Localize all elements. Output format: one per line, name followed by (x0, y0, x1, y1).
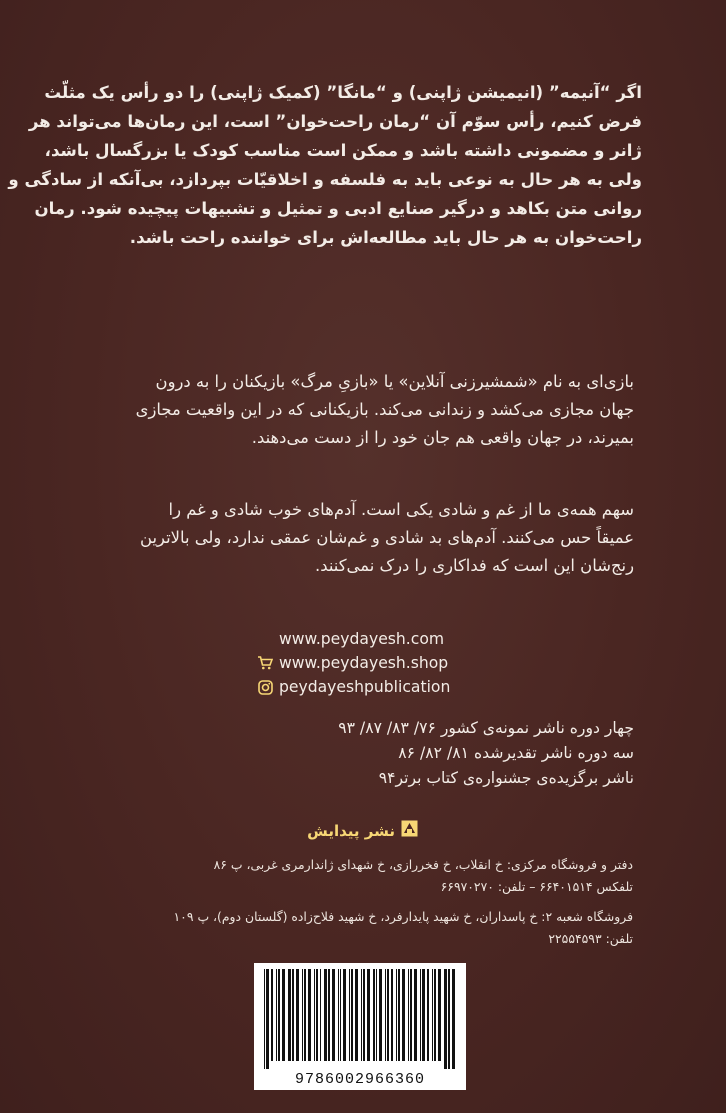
shop-url[interactable]: www.peydayesh.shop (279, 654, 449, 672)
barcode-bar (432, 969, 433, 1061)
barcode-bar (422, 969, 425, 1061)
quote-paragraph (96, 496, 634, 580)
website-url[interactable]: www.peydayesh.com (279, 630, 445, 648)
intro-line: ژانر و مضمونی داشته باشد و ممکن است مناسب کودک یا بزرگسال باشد، (44, 141, 642, 160)
barcode-bar (361, 969, 362, 1061)
award-line: ناشر برگزیده‌ی جشنواره‌ی کتاب برتر۹۴ (378, 769, 634, 787)
barcode-bars (262, 969, 458, 1069)
barcode-bar (282, 969, 285, 1061)
barcode-bar (396, 969, 397, 1061)
barcode-bar (410, 969, 412, 1061)
quote-line: رنج‌شان این است که فداکاری را درک نمی‌کنند. (315, 556, 634, 575)
instagram-icon (255, 680, 275, 695)
barcode-bar (363, 969, 365, 1061)
barcode-bar (302, 969, 303, 1061)
intro-line: راحت‌خوان به هر حال باید مطالعه‌اش برای خواننده راحت باشد. (129, 228, 642, 247)
barcode-bar (438, 969, 441, 1061)
barcode-bar (340, 969, 341, 1061)
barcode-bar (324, 969, 327, 1061)
barcode-bar (420, 969, 421, 1061)
publisher-brand (307, 820, 418, 841)
barcode-bar (351, 969, 353, 1061)
barcode-bar (296, 969, 299, 1061)
barcode-bar (308, 969, 311, 1061)
barcode-bar (387, 969, 389, 1061)
intro-line: اگر “آنیمه” (انیمیشن ژاپنی) و “مانگا” (کمیک ژاپنی) را دو رأس یک مثلّث (44, 83, 642, 102)
central-phone-line: تلفکس ۶۶۴۰۱۵۱۴ – تلفن: ۶۶۹۷۰۲۷۰ (440, 879, 633, 894)
barcode-bar (444, 969, 447, 1069)
barcode-bar (367, 969, 370, 1061)
intro-line: ولی به هر حال به نوعی باید به فلسفه و اخلاقیّات بپردازد، بی‌آنکه از سادگی و (8, 170, 642, 189)
barcode-bar (448, 969, 450, 1069)
publisher-links (255, 627, 450, 699)
shopping-cart-icon (255, 656, 275, 670)
isbn-barcode (254, 963, 466, 1090)
barcode-bar (391, 969, 393, 1061)
barcode-bar (276, 969, 277, 1061)
barcode-bar (278, 969, 280, 1061)
intro-line: فرض کنیم، رأس سوّم آن “رمان راحت‌خوان” است، این رمان‌ها می‌تواند هر (28, 112, 642, 131)
barcode-bar (338, 969, 339, 1061)
instagram-handle[interactable]: peydayeshpublication (279, 678, 451, 696)
barcode-bar (314, 969, 315, 1061)
synopsis-line: بازی‌ای به نام «شمشیرزنی آنلاین» یا «بازیِ مرگ» بازیکنان را به درون (155, 372, 634, 391)
barcode-bar (349, 969, 350, 1061)
barcode-bar (271, 969, 273, 1061)
barcode-bar (332, 969, 335, 1061)
synopsis-paragraph (96, 368, 634, 452)
publisher-logo-icon (401, 820, 418, 841)
barcode-bar (434, 969, 436, 1061)
quote-line: عمیقاً حس می‌کنند. آدم‌های بد شادی و غم‌شان عمقی ندارد، ولی بالاترین (140, 528, 634, 547)
publisher-awards (338, 716, 634, 791)
award-line: چهار دوره ناشر نمونه‌ی کشور ۷۶/ ۸۳/ ۸۷/ ۹۳ (338, 719, 634, 737)
barcode-bar (402, 969, 405, 1061)
synopsis-line: بمیرند، در جهان واقعی هم جان خود را از دست می‌دهند. (251, 428, 634, 447)
barcode-bar (264, 969, 265, 1069)
isbn-number: 9786002966360 (294, 1071, 426, 1088)
barcode-bar (452, 969, 455, 1069)
barcode-bar (398, 969, 400, 1061)
award-line: سه دوره ناشر تقدیرشده ۸۱/ ۸۲/ ۸۶ (398, 744, 634, 762)
branch-phone-line: تلفن: ۲۲۵۵۴۵۹۳ (548, 931, 633, 946)
synopsis-line: جهان مجازی می‌کشد و زندانی می‌کند. بازیکنانی که در این واقعیت مجازی (135, 400, 634, 419)
barcode-bar (379, 969, 382, 1061)
branch-address-line: فروشگاه شعبه ۲: خ پاسداران، خ شهید پایدارفرد، خ شهید فلاح‌زاده (گلستان دوم)، پ ۱۰۹ (173, 909, 633, 924)
website-link[interactable] (255, 627, 450, 651)
barcode-bar (414, 969, 417, 1061)
barcode-bar (266, 969, 269, 1069)
barcode-bar (385, 969, 386, 1061)
instagram-link[interactable] (255, 675, 450, 699)
central-store-address (214, 854, 633, 898)
barcode-bar (373, 969, 375, 1061)
quote-line: سهم همه‌ی ما از غم و شادی یکی است. آدم‌های خوب شادی و غم را (168, 500, 634, 519)
barcode-bar (292, 969, 294, 1061)
barcode-bar (427, 969, 429, 1061)
barcode-bar (343, 969, 346, 1061)
barcode-bar (408, 969, 409, 1061)
intro-line: روانی متن بکاهد و درگیر صنایع ادبی و تمثیل و تشبیهات پیچیده شود. رمان (34, 199, 642, 218)
central-address-line: دفتر و فروشگاه مرکزی: خ انقلاب، خ فخررازی، خ شهدای ژاندارمری غربی، پ ۸۶ (213, 857, 633, 872)
branch-store-address (174, 906, 633, 950)
barcode-bar (288, 969, 291, 1061)
intro-paragraph (8, 78, 642, 252)
barcode-bar (316, 969, 318, 1061)
barcode-bar (320, 969, 321, 1061)
barcode-bar (355, 969, 358, 1061)
barcode-bar (328, 969, 330, 1061)
barcode-bar (376, 969, 377, 1061)
publisher-name: نشر پیدایش (307, 821, 395, 840)
barcode-bar (304, 969, 306, 1061)
shop-link[interactable] (255, 651, 450, 675)
